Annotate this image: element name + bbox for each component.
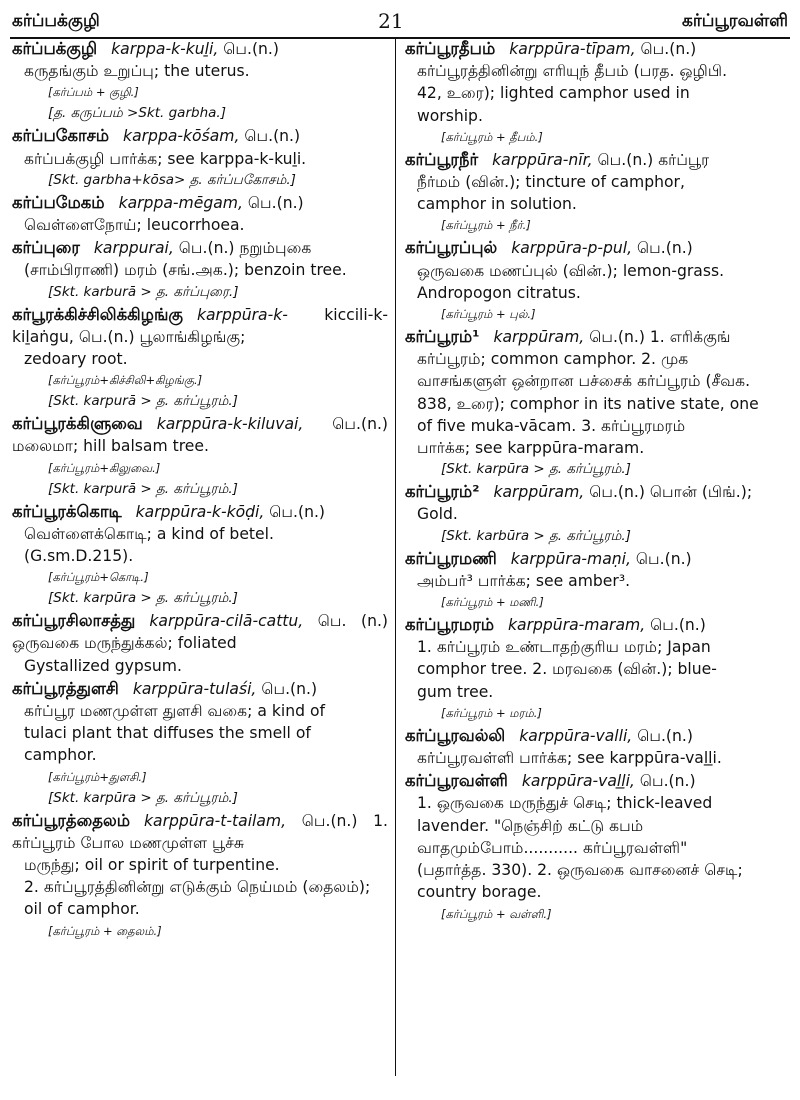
entry-etymology-note: [கர்ப்பூரம் + மணி.] bbox=[441, 595, 544, 610]
entry-transliteration: karppūra-maṇi, bbox=[510, 549, 631, 568]
entry-text: பெ.(n.) 1. எரிக்குங் bbox=[589, 328, 731, 347]
entry-etymology-note: [Skt. karburā > த. கர்ப்புரை.] bbox=[48, 283, 239, 300]
entry-text: பெ.(n.) bbox=[637, 239, 693, 258]
entry-head-line bbox=[12, 125, 388, 147]
entry-text-line: (பதார்த்த. 330). 2. ஒருவகை வாசனைச் செடி; bbox=[417, 861, 743, 880]
entry-text-line: worship. bbox=[417, 106, 483, 125]
entry-transliteration: karppa-kōśam, bbox=[123, 127, 240, 146]
entry-head-line bbox=[12, 192, 388, 214]
entry-text: பெ.(n.) கர்ப்பூர bbox=[597, 150, 710, 169]
left-column bbox=[12, 38, 388, 943]
header-left-guideword: கர்ப்பக்குழி bbox=[12, 10, 100, 31]
entry-text: பெ.(n.) மலைமா; hill balsam tree. bbox=[12, 415, 388, 456]
entry-head-line bbox=[12, 501, 388, 523]
entry-transliteration: karppūra-maram, bbox=[508, 616, 646, 635]
entry-etymology-note: [கர்ப்பூரம்+கிச்சிலி+கிழங்கு.] bbox=[48, 373, 203, 388]
dictionary-entry bbox=[12, 237, 388, 302]
dictionary-entry bbox=[405, 614, 783, 724]
dictionary-entry bbox=[12, 678, 388, 809]
entry-etymology-note: [Skt. karpurā > த. கர்ப்பூரம்.] bbox=[48, 393, 238, 410]
dictionary-entry bbox=[405, 237, 783, 325]
entry-text: பெ.(n.) பொன் (பிங்.); bbox=[589, 483, 753, 502]
entry-headword: கர்ப்பூரத்துளசி bbox=[12, 678, 119, 698]
entry-head-line bbox=[405, 614, 783, 636]
right-column bbox=[405, 38, 783, 926]
entry-etymology-note: [கர்ப்பூரம் + நீர்.] bbox=[441, 218, 531, 233]
dictionary-entry bbox=[12, 810, 388, 942]
entry-text: பெ.(n.) bbox=[637, 726, 693, 745]
entry-text-line: camphor. bbox=[24, 746, 97, 765]
entry-etymology-note: [த. கருப்பம் >Skt. garbha.] bbox=[48, 105, 226, 122]
dictionary-entry bbox=[405, 548, 783, 613]
entry-etymology-note: [கர்ப்பூரம்+துளசி.] bbox=[48, 769, 147, 784]
entry-head-line bbox=[12, 237, 388, 259]
dictionary-entry bbox=[405, 38, 783, 148]
entry-headword: கர்பூரக்கிச்சிலிக்கிழங்கு bbox=[12, 304, 183, 324]
entry-text-line: comphor tree. 2. மரவகை (வின்.); blue- bbox=[417, 660, 717, 679]
entry-etymology-note: [கர்ப்பூரம்+கிலுவை.] bbox=[48, 460, 161, 475]
entry-text-line: (சாம்பிராணி) மரம் (சங்.அக.); benzoin tree. bbox=[24, 261, 347, 280]
entry-etymology-note: [Skt. karbūra > த. கர்ப்பூரம்.] bbox=[441, 527, 631, 544]
column-divider bbox=[395, 37, 396, 1076]
entry-headword: கர்ப்பூரவல்லி bbox=[405, 725, 506, 745]
entry-text: பெ.(n.) bbox=[223, 40, 279, 58]
entry-text-line: நீர்மம் (வின்.); tincture of camphor, bbox=[417, 173, 685, 192]
entry-text: பெ.(n.) bbox=[244, 127, 301, 146]
entry-etymology-note: [கர்ப்பம் + குழி.] bbox=[48, 85, 139, 100]
entry-transliteration: karppūra-nīr, bbox=[492, 150, 593, 169]
entry-text-line: Andropogon citratus. bbox=[417, 283, 581, 302]
entry-transliteration: karppūra-t-tailam, bbox=[144, 811, 287, 830]
entry-head-line bbox=[12, 38, 388, 60]
dictionary-entry bbox=[12, 413, 388, 499]
entry-text-line: ஒருவகை மணப்புல் (வின்.); lemon-grass. bbox=[417, 261, 725, 280]
entry-etymology-note: [கர்ப்பூரம் + தீபம்.] bbox=[441, 129, 543, 144]
entry-head-line bbox=[12, 413, 388, 457]
entry-text: பெ.(n.) bbox=[650, 616, 706, 635]
entry-headword: கர்ப்பூரவள்ளி bbox=[405, 771, 508, 791]
entry-headword: கர்ப்பூரத்தைலம் bbox=[12, 810, 131, 830]
entry-text-line: கருதங்கும் உறுப்பு; the uterus. bbox=[24, 62, 250, 81]
entry-text-line: Gold. bbox=[417, 505, 458, 524]
entry-head-line bbox=[12, 810, 388, 854]
entry-transliteration: karppūra-p-pul, bbox=[511, 239, 633, 258]
entry-headword: கர்ப்பகோசம் bbox=[12, 126, 110, 146]
entry-head-line bbox=[405, 481, 783, 503]
dictionary-entry bbox=[405, 725, 783, 769]
entry-etymology-note: [கர்ப்பூரம் + மரம்.] bbox=[441, 705, 542, 720]
entry-text-line: கர்ப்பூரத்தினின்று எரியுந் தீபம் (பரத. ஒழிபி. bbox=[417, 62, 728, 81]
entry-transliteration: karppurai, bbox=[93, 239, 174, 258]
page-header bbox=[12, 6, 788, 36]
dictionary-entry bbox=[405, 770, 783, 924]
dictionary-entry bbox=[405, 326, 783, 480]
entry-text-line: மருந்து; oil or spirit of turpentine. bbox=[24, 856, 280, 875]
dictionary-entry bbox=[12, 501, 388, 610]
entry-transliteration: karppa-k-kuḻi, bbox=[111, 40, 219, 58]
entry-transliteration: karppa-mēgam, bbox=[118, 193, 243, 212]
entry-headword: கர்ப்பூரம்¹ bbox=[405, 327, 480, 347]
entry-transliteration: karppūra-tulaśi, bbox=[132, 679, 257, 698]
entry-headword: கர்ப்பக்குழி bbox=[12, 39, 98, 58]
entry-text-line: 838, உரை); comphor in its native state, one bbox=[417, 394, 759, 413]
entry-text-line: வாதமும்போம்........... கர்ப்பூரவள்ளி" bbox=[417, 838, 688, 857]
entry-headword: கர்ப்பூரக்கொடி bbox=[12, 501, 122, 521]
entry-text-line: 1. கர்ப்பூரம் உண்டாதற்குரிய மரம்; Japan bbox=[417, 638, 711, 657]
entry-text: பெ.(n.) 1. கர்ப்பூரம் போல மணமுள்ள பூச்சு bbox=[12, 811, 388, 852]
entry-etymology-note: [கர்ப்பூரம் + வள்ளி.] bbox=[441, 906, 552, 921]
entry-head-line bbox=[12, 678, 388, 700]
entry-text-line: கர்ப்பூரவள்ளி பார்க்க; see karppūra-vaḻḻi. bbox=[417, 749, 722, 768]
entry-text-line: (G.sm.D.215). bbox=[24, 547, 134, 566]
dictionary-entry bbox=[12, 125, 388, 190]
entry-transliteration: karppūra-cilā-cattu, bbox=[149, 612, 304, 631]
entry-text-line: 1. ஒருவகை மருந்துச் செடி; thick-leaved bbox=[417, 794, 713, 813]
entry-text: kiccili-k-kiḻaṅgu, பெ.(n.) பூலாங்கிழங்கு; bbox=[12, 305, 388, 346]
entry-text-line: camphor in solution. bbox=[417, 195, 577, 214]
entry-etymology-note: [Skt. karpūra > த. கர்ப்பூரம்.] bbox=[48, 590, 238, 607]
entry-headword: கர்ப்பூரமரம் bbox=[405, 615, 495, 635]
entry-transliteration: karppūra-k-kiluvai, bbox=[156, 415, 304, 434]
entry-text-line: கர்ப்பக்குழி பார்க்க; see karppa-k-kuḻi. bbox=[24, 149, 307, 168]
entry-headword: கர்ப்பூரமணி bbox=[405, 548, 497, 568]
entry-text: பெ.(n.) நறும்புகை bbox=[178, 239, 312, 258]
header-right-guideword: கர்ப்பூரவள்ளி bbox=[682, 10, 788, 31]
entry-etymology-note: [Skt. karpūra > த. கர்ப்பூரம்.] bbox=[441, 461, 631, 478]
entry-head-line bbox=[405, 725, 783, 747]
entry-head-line bbox=[12, 610, 388, 654]
entry-headword: கர்ப்பூரதீபம் bbox=[405, 39, 496, 58]
entry-text-line: கர்ப்பூர மணமுள்ள துளசி வகை; a kind of bbox=[24, 702, 326, 721]
entry-text-line: country borage. bbox=[417, 883, 542, 902]
entry-text: பெ.(n.) bbox=[261, 679, 318, 698]
entry-transliteration: karppūra-valli, bbox=[519, 726, 633, 745]
entry-head-line bbox=[405, 548, 783, 570]
entry-text-line: பார்க்க; see karppūra-maram. bbox=[417, 439, 645, 458]
entry-text-line: oil of camphor. bbox=[24, 900, 140, 919]
entry-text-line: zedoary root. bbox=[24, 350, 128, 369]
entry-transliteration: karppūram, bbox=[493, 328, 585, 347]
dictionary-entry bbox=[12, 38, 388, 124]
entry-text: பெ. (n.) ஒருவகை மருந்துக்கல்; foliated bbox=[12, 612, 388, 653]
entry-etymology-note: [கர்ப்பூரம் + புல்.] bbox=[441, 307, 536, 322]
entry-etymology-note: [Skt. karpūra > த. கர்ப்பூரம்.] bbox=[48, 789, 238, 806]
entry-head-line bbox=[405, 770, 783, 792]
entry-head-line bbox=[12, 304, 388, 348]
entry-text-line: 42, உரை); lighted camphor used in bbox=[417, 84, 690, 103]
entry-text-line: tulaci plant that diffuses the smell of bbox=[24, 724, 311, 743]
dictionary-entry bbox=[12, 304, 388, 413]
entry-etymology-note: [கர்ப்பூரம் + தைலம்.] bbox=[48, 923, 162, 938]
entry-etymology-note: [கர்ப்பூரம்+கொடி.] bbox=[48, 570, 149, 585]
entry-headword: கர்ப்பமேகம் bbox=[12, 192, 105, 212]
entry-text: பெ.(n.) bbox=[247, 193, 304, 212]
entry-head-line bbox=[405, 237, 783, 259]
entry-text-line: lavender. "நெஞ்சிற் கட்டு கபம் bbox=[417, 816, 644, 835]
entry-text-line: gum tree. bbox=[417, 682, 494, 701]
entry-etymology-note: [Skt. karpurā > த. கர்ப்பூரம்.] bbox=[48, 480, 238, 497]
dictionary-entry bbox=[405, 481, 783, 546]
entry-transliteration: karppūra-k- bbox=[196, 305, 288, 324]
entry-head-line bbox=[405, 149, 783, 171]
entry-text-line: அம்பர்³ பார்க்க; see amber³. bbox=[417, 571, 631, 590]
entry-headword: கர்ப்பூரநீர் bbox=[405, 149, 479, 169]
entry-text: பெ.(n.) bbox=[639, 772, 696, 791]
entry-text-line: of five muka-vācam. 3. கர்ப்பூரமரம் bbox=[417, 416, 686, 435]
entry-etymology-note: [Skt. garbha+kōsa> த. கர்ப்பகோசம்.] bbox=[48, 171, 296, 188]
entry-text: பெ.(n.) bbox=[640, 40, 697, 58]
entry-head-line bbox=[405, 326, 783, 348]
entry-transliteration: karppūram, bbox=[493, 483, 585, 502]
entry-transliteration: karppūra-tīpam, bbox=[509, 40, 636, 58]
entry-headword: கர்ப்பூரக்கிளுவை bbox=[12, 414, 143, 434]
dictionary-entry bbox=[12, 610, 388, 677]
page-number: 21 bbox=[378, 8, 404, 33]
entry-text-line: வெள்ளைக்கொடி; a kind of betel. bbox=[24, 524, 274, 543]
entry-text: பெ.(n.) bbox=[269, 502, 326, 521]
entry-transliteration: karppūra-k-kōḍi, bbox=[135, 502, 265, 521]
entry-text-line: கர்ப்பூரம்; common camphor. 2. முக bbox=[417, 350, 689, 369]
entry-transliteration: karppūra-vaḻḻi, bbox=[521, 772, 635, 791]
entry-head-line bbox=[405, 38, 783, 60]
entry-text-line: வெள்ளைநோய்; leucorrhoea. bbox=[24, 216, 245, 235]
entry-headword: கர்ப்பூரம்² bbox=[405, 482, 480, 502]
entry-text-line: 2. கர்ப்பூரத்தினின்று எடுக்கும் நெய்மம் (தைலம்); bbox=[24, 878, 371, 897]
entry-text: பெ.(n.) bbox=[635, 549, 692, 568]
entry-headword: கர்ப்பூரசிலாசத்து bbox=[12, 611, 136, 631]
entry-headword: கர்ப்புரை bbox=[12, 238, 80, 258]
entry-text-line: வாசங்களுள் ஒன்றான பச்சைக் கர்ப்பூரம் (சீவக. bbox=[417, 372, 751, 391]
entry-text-line: Gystallized gypsum. bbox=[24, 656, 182, 675]
entry-headword: கர்ப்பூரப்புல் bbox=[405, 238, 498, 258]
dictionary-entry bbox=[405, 149, 783, 237]
dictionary-entry bbox=[12, 192, 388, 236]
